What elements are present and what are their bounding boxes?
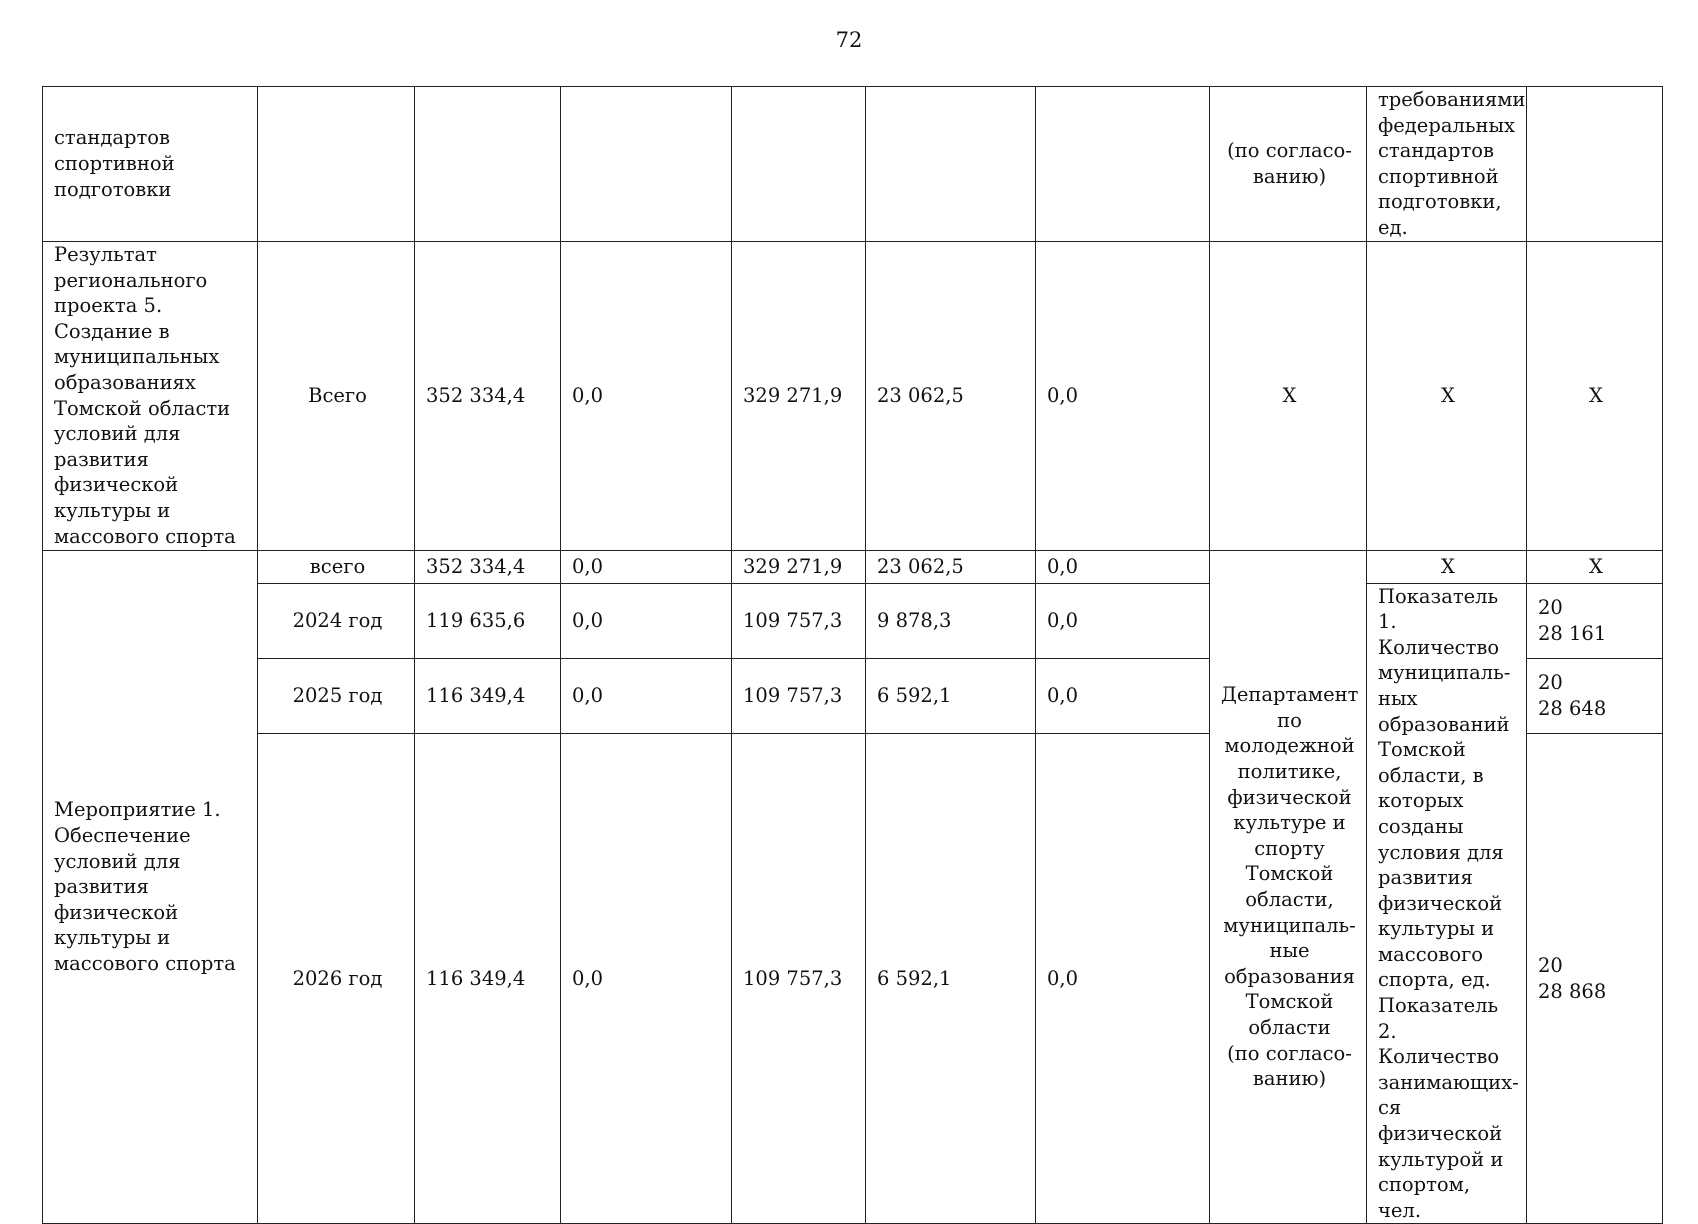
page-number: 72: [835, 28, 863, 52]
local-cell: 23 062,5: [866, 241, 1036, 550]
period-cell: 2026 год: [258, 733, 415, 1224]
federal-cell: 0,0: [561, 550, 732, 583]
regional-cell: [732, 87, 866, 242]
row-name-cell: Мероприятие 1. Обеспечение условий для развития физической культуры и массового спорта: [43, 550, 258, 1224]
regional-cell: 329 271,9: [732, 241, 866, 550]
total-cell: 116 349,4: [415, 733, 561, 1224]
table-row: [43, 241, 1663, 550]
indicator-value-cell: 20 28 648: [1527, 658, 1663, 733]
total-cell: [415, 87, 561, 242]
period-cell: всего: [258, 550, 415, 583]
indicator-value-cell: X: [1527, 550, 1663, 583]
total-cell: 352 334,4: [415, 241, 561, 550]
indicator-value-cell: 20 28 868: [1527, 733, 1663, 1224]
indicator-value-cell: [1527, 87, 1663, 242]
regional-cell: 109 757,3: [732, 583, 866, 658]
indicator-cell: X: [1367, 241, 1527, 550]
federal-cell: [561, 87, 732, 242]
executor-cell: (по согласо- ванию): [1210, 87, 1367, 242]
financing-table: [42, 86, 1663, 1224]
federal-cell: 0,0: [561, 583, 732, 658]
local-cell: 6 592,1: [866, 658, 1036, 733]
total-cell: 116 349,4: [415, 658, 561, 733]
period-cell: [258, 87, 415, 242]
table-row: [43, 87, 1663, 242]
local-cell: 6 592,1: [866, 733, 1036, 1224]
table-row: [43, 550, 1663, 583]
indicator-value-cell: 20 28 161: [1527, 583, 1663, 658]
executor-cell: X: [1210, 241, 1367, 550]
regional-cell: 109 757,3: [732, 733, 866, 1224]
period-cell: 2024 год: [258, 583, 415, 658]
row-name-cell: стандартов спортивной подготовки: [43, 87, 258, 242]
total-cell: 119 635,6: [415, 583, 561, 658]
period-cell: 2025 год: [258, 658, 415, 733]
federal-cell: 0,0: [561, 658, 732, 733]
regional-cell: 329 271,9: [732, 550, 866, 583]
other-cell: 0,0: [1036, 658, 1210, 733]
indicator-value-cell: X: [1527, 241, 1663, 550]
local-cell: [866, 87, 1036, 242]
executor-cell: Департамент по молодежной политике, физической культуре и спорту Томской области, муниципаль- ные образования Томской области (по согласо- ванию): [1210, 550, 1367, 1224]
row-name-cell: Результат регионального проекта 5. Создание в муниципальных образованиях Томской области условий для развития физической культуры и массового спорта: [43, 241, 258, 550]
local-cell: 9 878,3: [866, 583, 1036, 658]
other-cell: 0,0: [1036, 583, 1210, 658]
indicator-cell: X: [1367, 550, 1527, 583]
indicator-cell: требованиями федеральных стандартов спортивной подготовки, ед.: [1367, 87, 1527, 242]
federal-cell: 0,0: [561, 241, 732, 550]
federal-cell: 0,0: [561, 733, 732, 1224]
total-cell: 352 334,4: [415, 550, 561, 583]
other-cell: 0,0: [1036, 550, 1210, 583]
table-row: [43, 583, 1663, 658]
local-cell: 23 062,5: [866, 550, 1036, 583]
indicator-cell: Показатель 1. Количество муниципаль- ных образований Томской области, в которых созданы условия для развития физической культуры и массового спорта, ед. Показатель 2. Количество занимающих- ся физической культурой и спортом, чел.: [1367, 583, 1527, 1224]
period-cell: Всего: [258, 241, 415, 550]
other-cell: [1036, 87, 1210, 242]
other-cell: 0,0: [1036, 733, 1210, 1224]
other-cell: 0,0: [1036, 241, 1210, 550]
regional-cell: 109 757,3: [732, 658, 866, 733]
